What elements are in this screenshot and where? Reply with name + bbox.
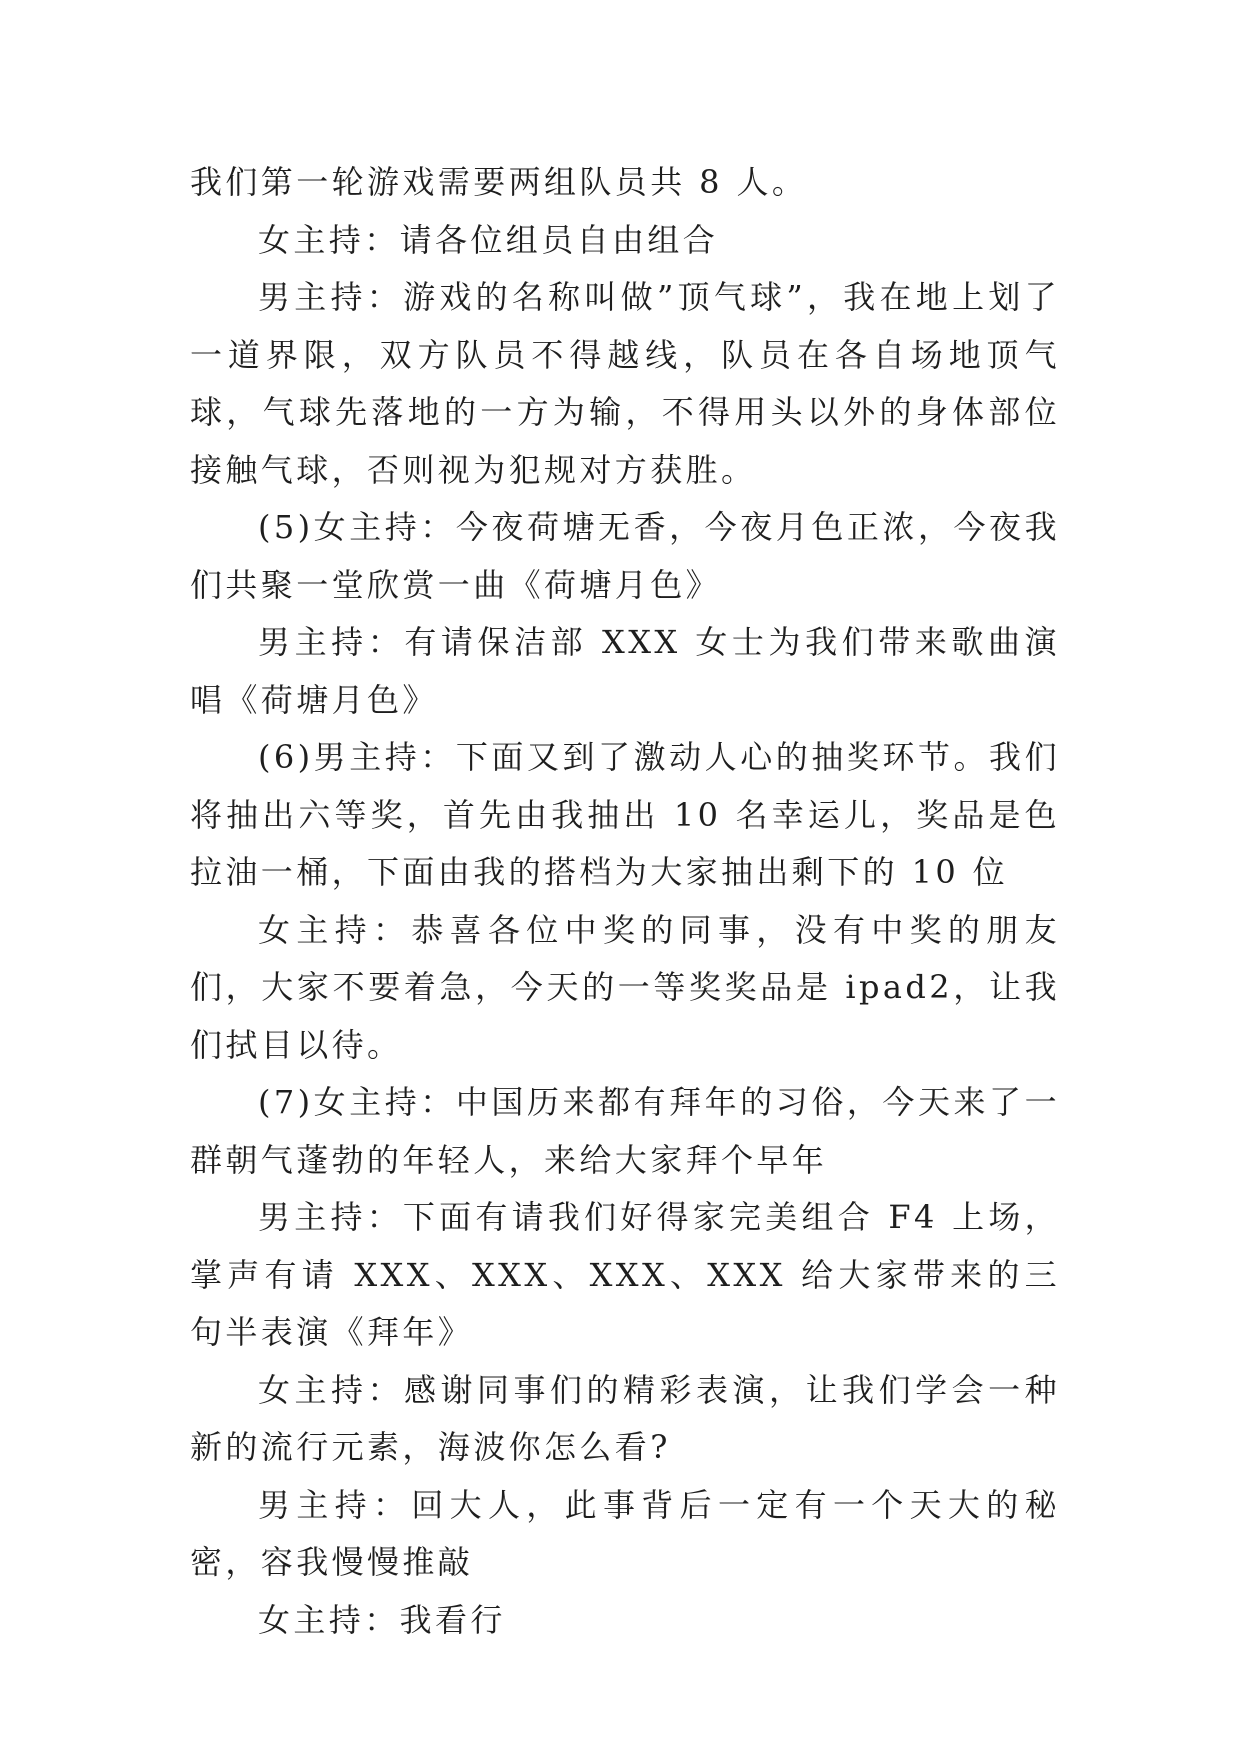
paragraph-4: (5)女主持：今夜荷塘无香，今夜月色正浓，今夜我们共聚一堂欣赏一曲《荷塘月色》 [190,508,1060,604]
paragraph-1: 我们第一轮游戏需要两组队员共 8 人。 [190,163,808,201]
paragraph-10: 女主持：感谢同事们的精彩表演，让我们学会一种新的流行元素，海波你怎么看? [190,1370,1060,1466]
paragraph-9: 男主持：下面有请我们好得家完美组合 F4 上场，掌声有请 XXX、XXX、XXX、XXX 给大家带来的三句半表演《拜年》 [190,1198,1060,1351]
document-body [190,154,1060,1649]
paragraph-2: 女主持：请各位组员自由组合 [258,220,719,259]
paragraph-12: 女主持：我看行 [258,1600,506,1639]
paragraph-7: 女主持：恭喜各位中奖的同事，没有中奖的朋友们，大家不要着急，今天的一等奖奖品是 ipad2，让我们拭目以待。 [190,910,1060,1064]
paragraph-8: (7)女主持：中国历来都有拜年的习俗，今天来了一群朝气蓬勃的年轻人，来给大家拜个早年 [190,1083,1060,1179]
paragraph-3: 男主持：游戏的名称叫做”顶气球”，我在地上划了一道界限，双方队员不得越线，队员在各自场地顶气球，气球先落地的一方为输，不得用头以外的身体部位接触气球，否则视为犯规对方获胜。 [190,278,1060,489]
paragraph-11: 男主持：回大人，此事背后一定有一个天大的秘密，容我慢慢推敲 [190,1485,1060,1581]
paragraph-6: (6)男主持：下面又到了激动人心的抽奖环节。我们将抽出六等奖，首先由我抽出 10 名幸运儿，奖品是色拉油一桶，下面由我的搭档为大家抽出剩下的 10 位 [190,738,1060,891]
paragraph-5: 男主持：有请保洁部 XXX 女士为我们带来歌曲演唱《荷塘月色》 [190,623,1060,719]
